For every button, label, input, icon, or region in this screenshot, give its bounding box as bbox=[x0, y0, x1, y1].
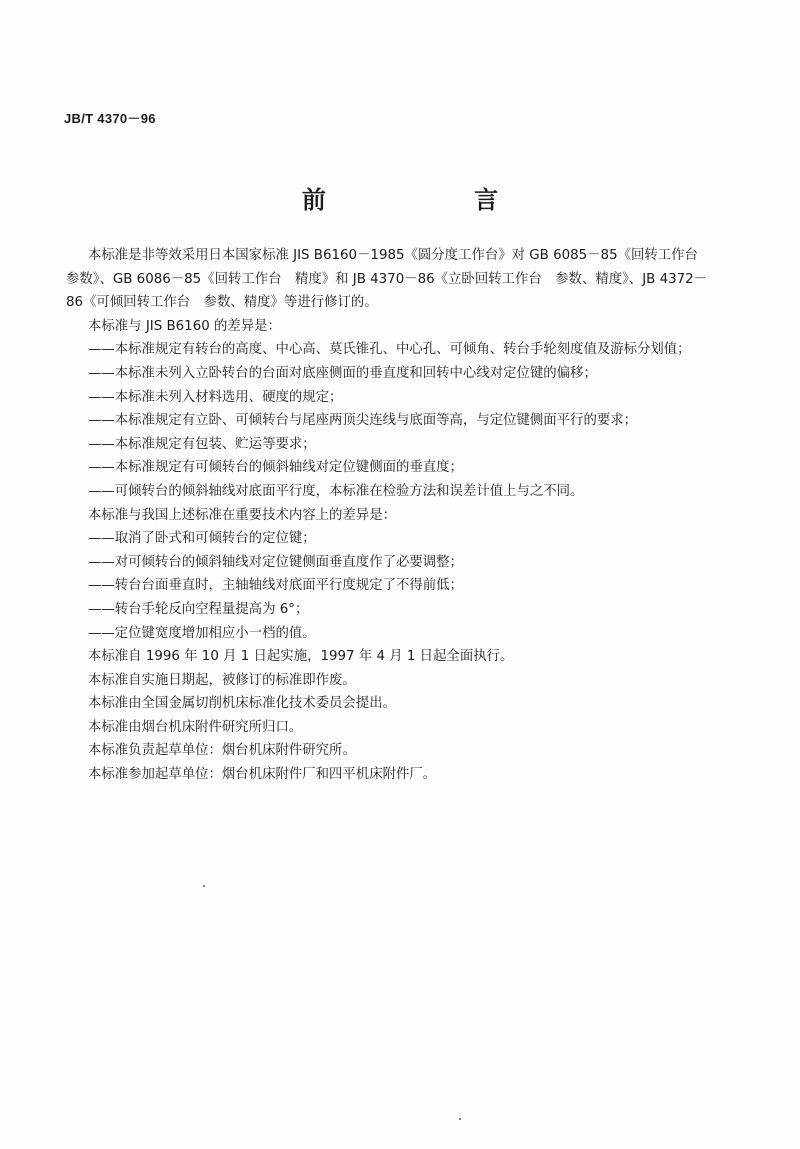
closing-line: 本标准参加起草单位：烟台机床附件厂和四平机床附件厂。 bbox=[88, 767, 437, 783]
jis-diff-item: ——本标准规定有转台的高度、中心高、莫氏锥孔、中心孔、可倾角、转台手轮刻度值及游标分划值； bbox=[88, 342, 691, 358]
closing-line: 本标准由全国金属切削机床标准化技术委员会提出。 bbox=[88, 696, 396, 712]
closing-line: 本标准由烟台机床附件研究所归口。 bbox=[88, 719, 303, 735]
jis-diff-item: ——本标准规定有包装、贮运等要求； bbox=[88, 436, 316, 452]
intro-line-2: 参数》、GB 6086－85《回转工作台 精度》和 JB 4370－86《立卧回转工作台 参数、精度》、JB 4372－ bbox=[66, 271, 708, 287]
document-number: JB/T 4370－96 bbox=[64, 111, 156, 126]
scan-speck bbox=[459, 1118, 461, 1120]
intro-line-3: 86《可倾回转工作台 参数、精度》等进行修订的。 bbox=[66, 295, 378, 311]
closing-line: 本标准自实施日期起，被修订的标准即作废。 bbox=[88, 672, 356, 688]
foreword-body bbox=[66, 244, 778, 787]
intro-line-1: 本标准是非等效采用日本国家标准 JIS B6160－1985《圆分度工作台》对 GB 6085－85《回转工作台 bbox=[88, 248, 698, 263]
jis-diff-item: ——本标准规定有可倾转台的倾斜轴线对定位键侧面的垂直度； bbox=[88, 460, 463, 476]
domestic-diff-item: ——定位键宽度增加相应小一档的值。 bbox=[88, 625, 316, 641]
closing-line: 本标准负责起草单位：烟台机床附件研究所。 bbox=[88, 743, 356, 759]
jis-diff-item: ——本标准未列入材料选用、硬度的规定； bbox=[88, 389, 343, 405]
domestic-diff-heading: 本标准与我国上述标准在重要技术内容上的差异是： bbox=[88, 507, 396, 523]
jis-diff-item: ——本标准规定有立卧、可倾转台与尾座两顶尖连线与底面等高，与定位键侧面平行的要求； bbox=[88, 413, 638, 429]
closing-line: 本标准自 1996 年 10 月 1 日起实施，1997 年 4 月 1 日起全面执行。 bbox=[88, 649, 514, 665]
domestic-diff-item: ——对可倾转台的倾斜轴线对定位键侧面垂直度作了必要调整； bbox=[88, 554, 463, 570]
jis-diff-item: ——可倾转台的倾斜轴线对底面平行度，本标准在检验方法和误差计值上与之不同。 bbox=[88, 483, 584, 499]
jis-diff-item: ——本标准未列入立卧转台的台面对底座侧面的垂直度和回转中心线对定位键的偏移； bbox=[88, 365, 597, 381]
domestic-diff-item: ——转台台面垂直时，主轴轴线对底面平行度规定了不得前低； bbox=[88, 578, 463, 594]
jis-diff-heading: 本标准与 JIS B6160 的差异是： bbox=[88, 318, 281, 334]
scan-speck bbox=[203, 885, 205, 887]
domestic-diff-item: ——取消了卧式和可倾转台的定位键； bbox=[88, 531, 316, 547]
page-title: 前 言 bbox=[301, 186, 569, 214]
domestic-diff-item: ——转台手轮反向空程量提高为 6°； bbox=[88, 601, 309, 617]
